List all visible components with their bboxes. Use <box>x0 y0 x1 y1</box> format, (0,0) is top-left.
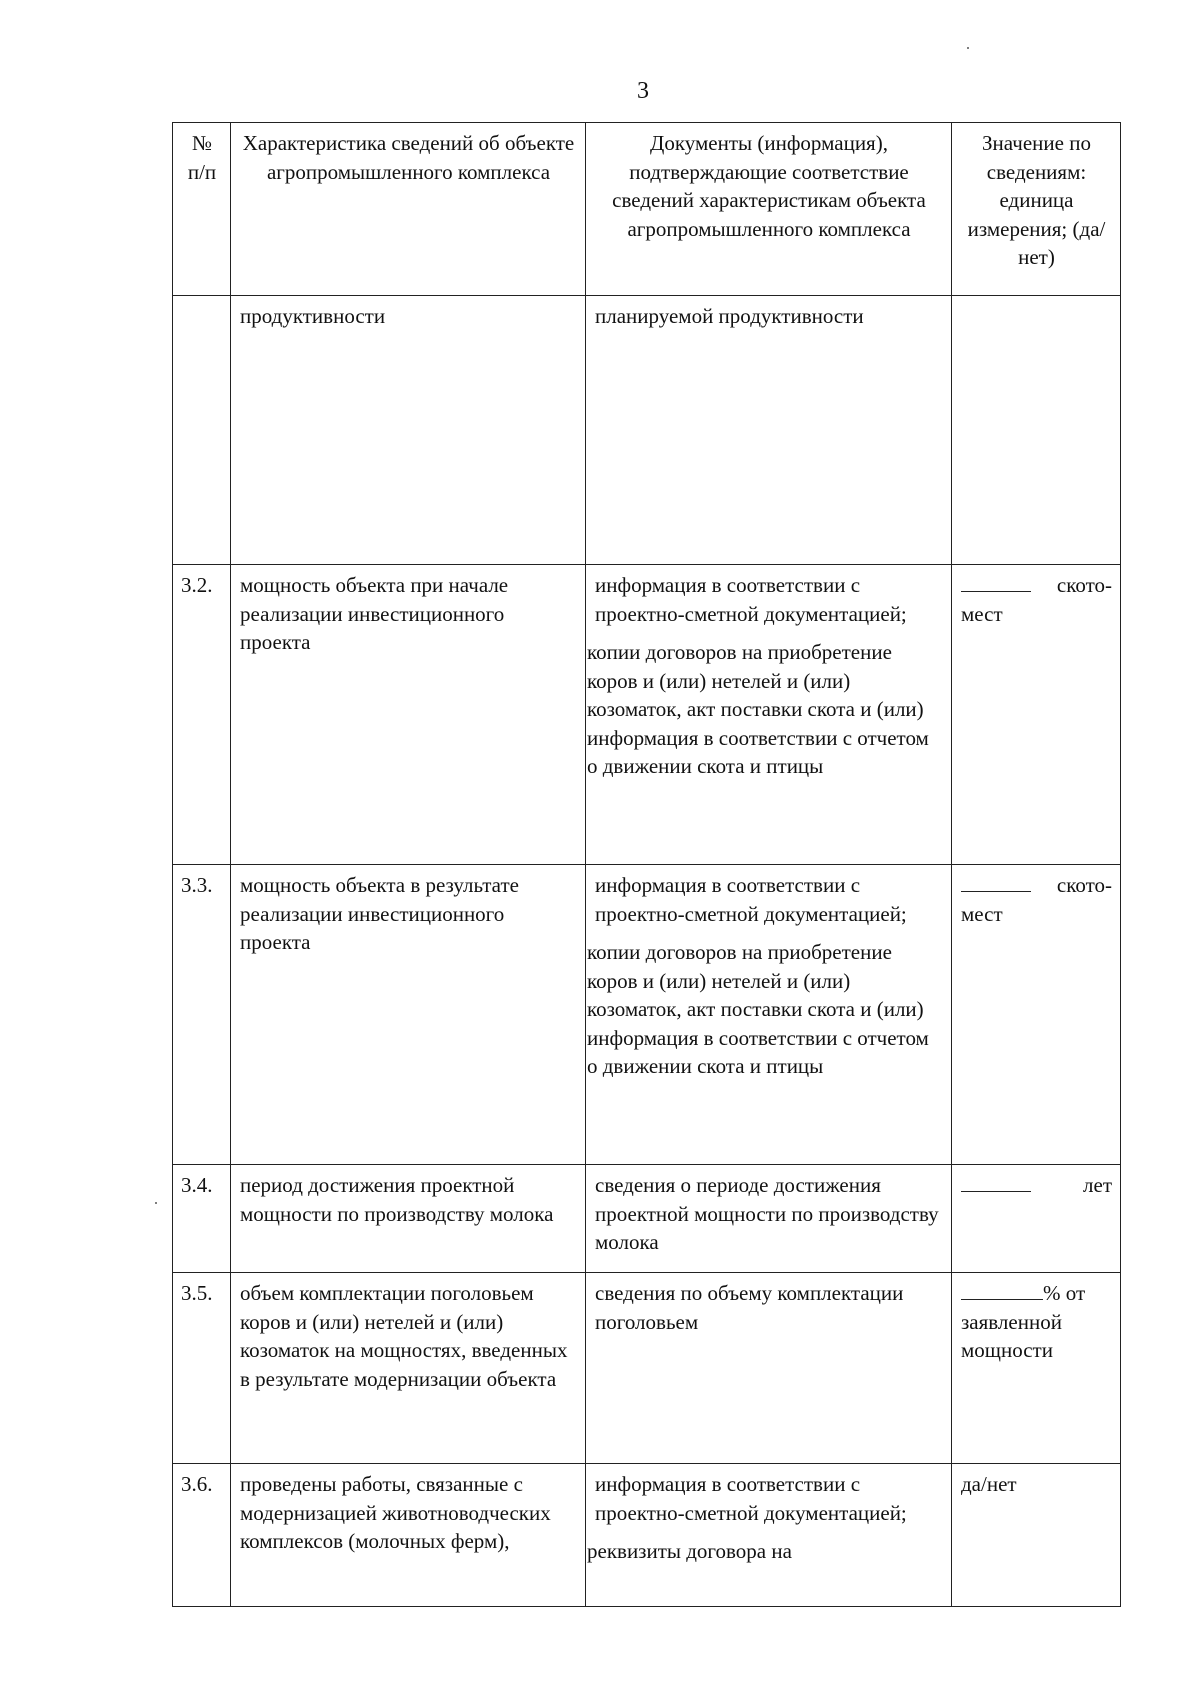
table-header-row <box>173 123 1121 296</box>
row-value <box>952 1273 1121 1464</box>
row-number: 3.2. <box>173 565 231 865</box>
blank-fill-line <box>961 1279 1043 1300</box>
scan-speck <box>155 1202 157 1204</box>
blank-fill-line <box>961 571 1031 592</box>
header-documents: Документы (информация), подтверждающие соответствие сведений характеристикам объекта агропромышленного комплекса <box>586 123 952 296</box>
document-item: информация в соответствии с проектно-сметной документацией; <box>595 573 907 626</box>
document-item: информация в соответствии с проектно-сметной документацией; <box>595 873 907 926</box>
value-unit: % от <box>1043 1281 1086 1305</box>
value-unit-cont: заявленной мощности <box>961 1309 1062 1362</box>
row-documents <box>586 865 952 1165</box>
row-value <box>952 565 1121 865</box>
document-item: копии договоров на приобретение коров и (или) нетелей и (или) козоматок, акт поставки скота и (или) информация в соответствии с отчетом о движении скота и птицы <box>587 640 929 778</box>
document-item: копии договоров на приобретение коров и (или) нетелей и (или) козоматок, акт поставки скота и (или) информация в соответствии с отчетом о движении скота и птицы <box>587 940 929 1078</box>
table-row <box>173 1464 1121 1607</box>
document-item: сведения по объему комплектации поголовьем <box>595 1281 904 1334</box>
row-documents <box>586 1273 952 1464</box>
value-fill-row <box>961 1171 1112 1200</box>
document-item: информация в соответствии с проектно-сметной документацией; <box>595 1472 907 1525</box>
scan-speck <box>967 47 969 49</box>
row-characteristic: объем комплектации поголовьем коров и (или) нетелей и (или) козоматок на мощностях, введенных в результате модернизации объекта <box>231 1273 586 1464</box>
value-fill-row <box>961 871 1112 900</box>
row-documents <box>586 1464 952 1607</box>
document-item: реквизиты договора на <box>587 1539 792 1563</box>
criteria-table <box>172 122 1121 1607</box>
row-value: да/нет <box>952 1464 1121 1607</box>
page-number: 3 <box>637 78 649 104</box>
row-documents <box>586 1165 952 1273</box>
row-characteristic: мощность объекта в результате реализации инвестиционного проекта <box>231 865 586 1165</box>
row-number: 3.4. <box>173 1165 231 1273</box>
value-unit-cont: мест <box>961 601 1003 626</box>
document-item: планируемой продуктивности <box>595 304 864 328</box>
row-characteristic: мощность объекта при начале реализации инвестиционного проекта <box>231 565 586 865</box>
row-characteristic: период достижения проектной мощности по производству молока <box>231 1165 586 1273</box>
document-item: сведения о периоде достижения проектной мощности по производству молока <box>595 1173 939 1254</box>
blank-fill-line <box>961 1171 1031 1192</box>
header-value: Значение по сведениям: единица измерения; (да/нет) <box>952 123 1121 296</box>
row-number: 3.6. <box>173 1464 231 1607</box>
value-unit: ското- <box>1056 873 1112 897</box>
row-number <box>173 296 231 565</box>
value-unit: лет <box>1083 1173 1112 1197</box>
row-value <box>952 865 1121 1165</box>
value-fill-row <box>961 571 1112 600</box>
row-number: 3.3. <box>173 865 231 1165</box>
table-row <box>173 296 1121 565</box>
row-characteristic: проведены работы, связанные с модернизацией животноводческих комплексов (молочных ферм), <box>231 1464 586 1607</box>
header-characteristic: Характеристика сведений об объекте агропромышленного комплекса <box>231 123 586 296</box>
blank-fill-line <box>961 871 1031 892</box>
row-value <box>952 1165 1121 1273</box>
header-num: № п/п <box>173 123 231 296</box>
row-documents <box>586 296 952 565</box>
table-row <box>173 1165 1121 1273</box>
value-unit-cont: мест <box>961 901 1003 926</box>
table-row <box>173 565 1121 865</box>
value-fill-row <box>961 1279 1112 1308</box>
row-characteristic: продуктивности <box>231 296 586 565</box>
row-value <box>952 296 1121 565</box>
table-row <box>173 1273 1121 1464</box>
value-unit: ското- <box>1056 573 1112 597</box>
table-row <box>173 865 1121 1165</box>
row-documents <box>586 565 952 865</box>
row-number: 3.5. <box>173 1273 231 1464</box>
